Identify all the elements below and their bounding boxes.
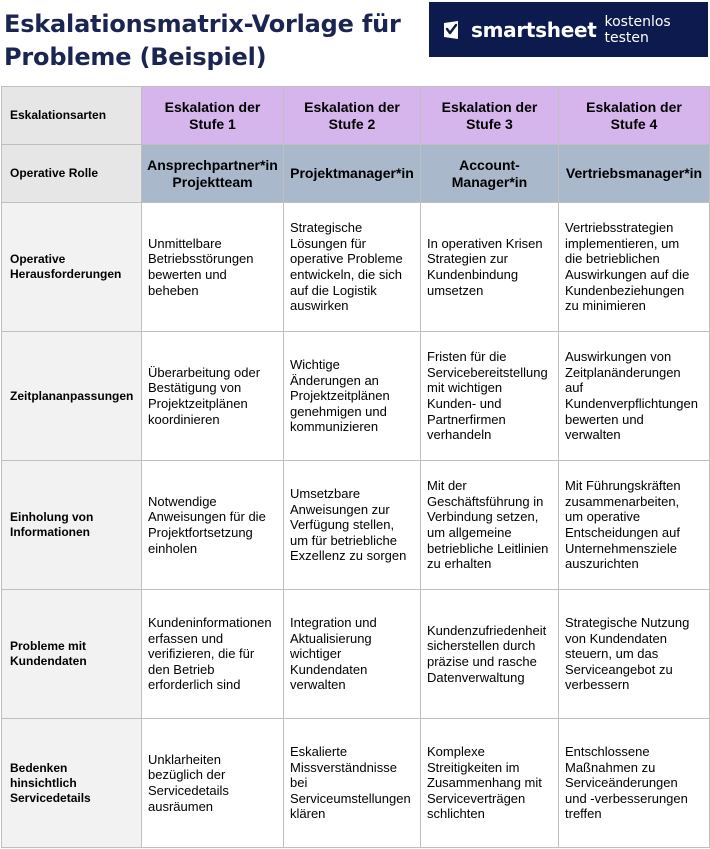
cell-line: Kundenbindung — [427, 267, 519, 282]
cell-line: Datenverwaltung — [427, 669, 525, 685]
matrix-cell — [421, 590, 559, 719]
stage-header-line: Eskalation der — [304, 98, 400, 115]
cell-line: auszurichten — [565, 556, 639, 572]
matrix-cell — [284, 461, 421, 590]
cell-line: einholen — [148, 540, 198, 556]
cell-line: implementieren, um — [565, 235, 680, 251]
cell-line: kommunizieren — [290, 419, 379, 435]
stage-header-line: Eskalation der — [586, 98, 682, 115]
cell-line: Strategische — [290, 220, 363, 236]
cell-line: Unternehmensziele — [565, 540, 678, 556]
matrix-cell — [559, 461, 710, 590]
cell-line: auf die Logistik — [290, 282, 377, 298]
cell-line: Zusammenhang mit — [427, 775, 542, 791]
cell-line: Verbindung setzen, — [427, 509, 539, 525]
cell-line: auf — [565, 380, 584, 396]
cell-line: zusammenarbeiten, — [565, 493, 680, 509]
cell-line: Geschäftsführung in — [427, 493, 544, 509]
role-line: Vertriebsmanager*in — [565, 165, 703, 181]
cell-line: mit wichtigen — [427, 380, 503, 396]
matrix-cell — [559, 332, 710, 461]
role-cell-1 — [142, 145, 284, 203]
table-row — [2, 590, 710, 719]
cell-line: Überarbeitung oder — [148, 364, 261, 380]
smartsheet-logo-icon — [441, 19, 463, 41]
row-header-line: Herausforderungen — [10, 267, 122, 281]
cell-line: schlichten — [427, 806, 485, 822]
cell-line: Entscheidungen auf — [565, 525, 680, 540]
cell-line: Streitigkeiten im — [427, 759, 520, 775]
cell-line: Kunden- und — [427, 396, 502, 411]
cell-line: verbessern — [565, 677, 630, 693]
cell-line: Strategien zur — [427, 251, 508, 267]
row-header-line: Bedenken — [10, 760, 68, 775]
cell-line: genehmigen und — [290, 403, 387, 419]
cell-line: Maßnahmen zu — [565, 759, 656, 775]
table-row — [2, 332, 710, 461]
cell-line: Verfügung stellen, — [290, 517, 395, 533]
cell-line: Unklarheiten — [148, 751, 221, 767]
stage-header-3 — [421, 87, 559, 145]
cell-line: Anweisungen zur — [290, 501, 390, 517]
cell-line: wichtiger — [290, 646, 342, 662]
cell-line: steuern, um das — [565, 646, 659, 662]
cell-line: Partnerfirmen — [427, 411, 506, 427]
role-line: Projektmanager*in — [290, 165, 414, 181]
role-line: Account- — [459, 156, 520, 173]
stage-header-4 — [559, 87, 710, 145]
cell-line: verhandeln — [427, 427, 492, 443]
cell-line: Auswirkungen auf die — [565, 267, 690, 282]
cell-line: bewerten und — [148, 267, 227, 282]
role-row — [2, 145, 710, 203]
cell-line: Serviceverträgen — [427, 790, 526, 806]
row-header — [2, 719, 142, 848]
matrix-cell — [421, 461, 559, 590]
matrix-cell — [559, 203, 710, 332]
cell-line: Kundendaten — [290, 661, 368, 677]
row-header-line: Informationen — [10, 525, 90, 539]
row-header — [2, 203, 142, 332]
table-row — [2, 203, 710, 332]
matrix-cell — [284, 203, 421, 332]
smartsheet-banner[interactable] — [429, 2, 708, 57]
cell-line: Bestätigung von — [148, 380, 242, 396]
stage-header-2 — [284, 87, 421, 145]
cell-line: Betriebsstörungen — [148, 251, 254, 267]
matrix-cell — [142, 590, 284, 719]
role-line: Manager*in — [451, 173, 528, 190]
matrix-cell — [559, 590, 710, 719]
page-title — [4, 8, 414, 74]
stage-header-row — [2, 87, 710, 145]
cell-line: bewerten und — [565, 411, 644, 427]
cell-line: koordinieren — [148, 411, 220, 427]
matrix-cell — [421, 719, 559, 848]
table-row — [2, 461, 710, 590]
row-header — [2, 461, 142, 590]
cell-line: Exzellenz zu sorgen — [290, 548, 407, 564]
role-line: Ansprechpartner*in — [147, 156, 278, 173]
cell-line: Anweisungen für die — [148, 509, 266, 525]
cell-line: Umsetzbare — [290, 486, 361, 502]
matrix-cell — [421, 203, 559, 332]
cell-line: In operativen Krisen — [427, 235, 543, 251]
cell-line: Serviceangebot zu — [565, 661, 673, 677]
cell-line: die betrieblichen — [565, 251, 660, 267]
stage-header-line: Stufe 1 — [189, 115, 236, 132]
row-header-line: Operative — [10, 252, 66, 266]
stage-header-line: Eskalation der — [441, 98, 538, 115]
cell-line: Strategische Nutzung — [565, 615, 690, 631]
role-row-label: Operative Rolle — [2, 145, 142, 203]
role-cell-4 — [559, 145, 710, 203]
matrix-cell — [284, 590, 421, 719]
cell-line: zu minimieren — [565, 298, 646, 314]
cell-line: Wichtige — [290, 357, 340, 373]
cell-line: von Kundendaten — [565, 630, 667, 646]
cell-line: Unmittelbare — [148, 235, 222, 251]
cell-line: entwickeln, die sich — [290, 267, 402, 282]
cell-line: Eskalierte — [290, 744, 348, 760]
row-header-line: Servicedetails — [10, 790, 91, 805]
cell-line: Projektfortsetzung — [148, 525, 253, 540]
cell-line: Kundenbeziehungen — [565, 282, 685, 298]
cell-line: Entschlossene — [565, 744, 650, 760]
cell-line: erfassen und — [148, 630, 224, 646]
cell-line: Serviceumstellungen — [290, 790, 411, 806]
row-header-line: Zeitplananpassungen — [10, 388, 134, 403]
cell-line: Projektzeitplänen — [290, 388, 390, 404]
stage-header-line: Eskalation der — [164, 98, 261, 115]
matrix-cell — [142, 203, 284, 332]
cell-line: und -verbesserungen — [565, 790, 688, 806]
free-trial-link[interactable]: kostenlos testen — [604, 13, 671, 46]
cell-line: Notwendige — [148, 493, 217, 509]
cell-line: zu erhalten — [427, 556, 492, 572]
matrix-cell — [284, 719, 421, 848]
cell-line: Mit der — [427, 478, 467, 494]
row-header-line: hinsichtlich — [10, 775, 77, 790]
stage-header-line: Stufe 2 — [328, 115, 376, 132]
cell-line: um operative — [565, 509, 641, 525]
matrix-cell — [142, 719, 284, 848]
cell-line: Projektzeitplänen — [148, 396, 248, 411]
cell-line: Vertriebsstrategien — [565, 220, 674, 236]
table-row — [2, 719, 710, 848]
cell-line: betriebliche Leitlinien — [427, 540, 549, 556]
cell-line: verifizieren, die für — [148, 646, 255, 662]
cell-line: Auswirkungen von — [565, 349, 672, 365]
cell-line: ausräumen — [148, 798, 214, 814]
cell-line: Lösungen für — [290, 235, 366, 251]
cell-line: Servicedetails — [148, 783, 229, 798]
cell-line: erforderlich sind — [148, 677, 241, 693]
cell-line: treffen — [565, 806, 602, 822]
title-line-1: Eskalationsmatrix-Vorlage für — [4, 10, 401, 38]
matrix-cell — [142, 332, 284, 461]
cell-line: Kundeninformationen — [148, 615, 272, 631]
brand-name: smartsheet — [471, 17, 597, 42]
cell-line: klären — [290, 806, 326, 822]
cell-line: Integration und — [290, 615, 377, 631]
role-cell-3 — [421, 145, 559, 203]
matrix-cell — [142, 461, 284, 590]
matrix-cell — [421, 332, 559, 461]
cell-line: Servicebereitstellung — [427, 364, 548, 380]
cell-line: Komplexe — [427, 744, 485, 760]
cell-line: Kundenzufriedenheit — [427, 622, 547, 638]
row-header — [2, 590, 142, 719]
title-line-2: Probleme (Beispiel) — [4, 43, 267, 71]
cell-line: um für betriebliche — [290, 532, 397, 548]
cell-line: verwalten — [565, 427, 621, 443]
cell-line: den Betrieb — [148, 661, 215, 677]
cell-line: umsetzen — [427, 282, 484, 298]
cell-line: Missverständnisse bei — [290, 759, 397, 791]
cell-line: sicherstellen durch — [427, 638, 536, 654]
row-header-line: Probleme mit — [10, 639, 87, 653]
role-cell-2 — [284, 145, 421, 203]
stage-header-1 — [142, 87, 284, 145]
cell-line: Fristen für die — [427, 349, 507, 365]
cell-line: Änderungen an — [290, 372, 379, 388]
row-header-line: Einholung von — [10, 510, 94, 524]
cell-line: auswirken — [290, 298, 349, 314]
stage-header-line: Stufe 4 — [610, 115, 658, 132]
stage-header-line: Stufe 3 — [466, 115, 513, 132]
cell-line: um allgemeine — [427, 525, 512, 540]
cell-line: bezüglich der — [148, 767, 226, 783]
cell-line: Mit Führungskräften — [565, 478, 681, 494]
cell-line: präzise und rasche — [427, 654, 537, 669]
role-line: Projektteam — [172, 173, 253, 190]
cell-line: operative Probleme — [290, 251, 403, 267]
matrix-cell — [559, 719, 710, 848]
cell-line: verwalten — [290, 677, 346, 693]
cell-line: beheben — [148, 282, 199, 298]
row-header — [2, 332, 142, 461]
matrix-cell — [284, 332, 421, 461]
row-header-line: Kundendaten — [10, 654, 87, 668]
escalation-matrix-table — [1, 86, 710, 848]
cell-line: Zeitplanänderungen — [565, 364, 681, 380]
cell-line: Serviceänderungen — [565, 775, 678, 791]
corner-label: Eskalationsarten — [2, 87, 142, 145]
cell-line: Aktualisierung — [290, 630, 372, 646]
cell-line: Kundenverpflichtungen — [565, 396, 698, 411]
